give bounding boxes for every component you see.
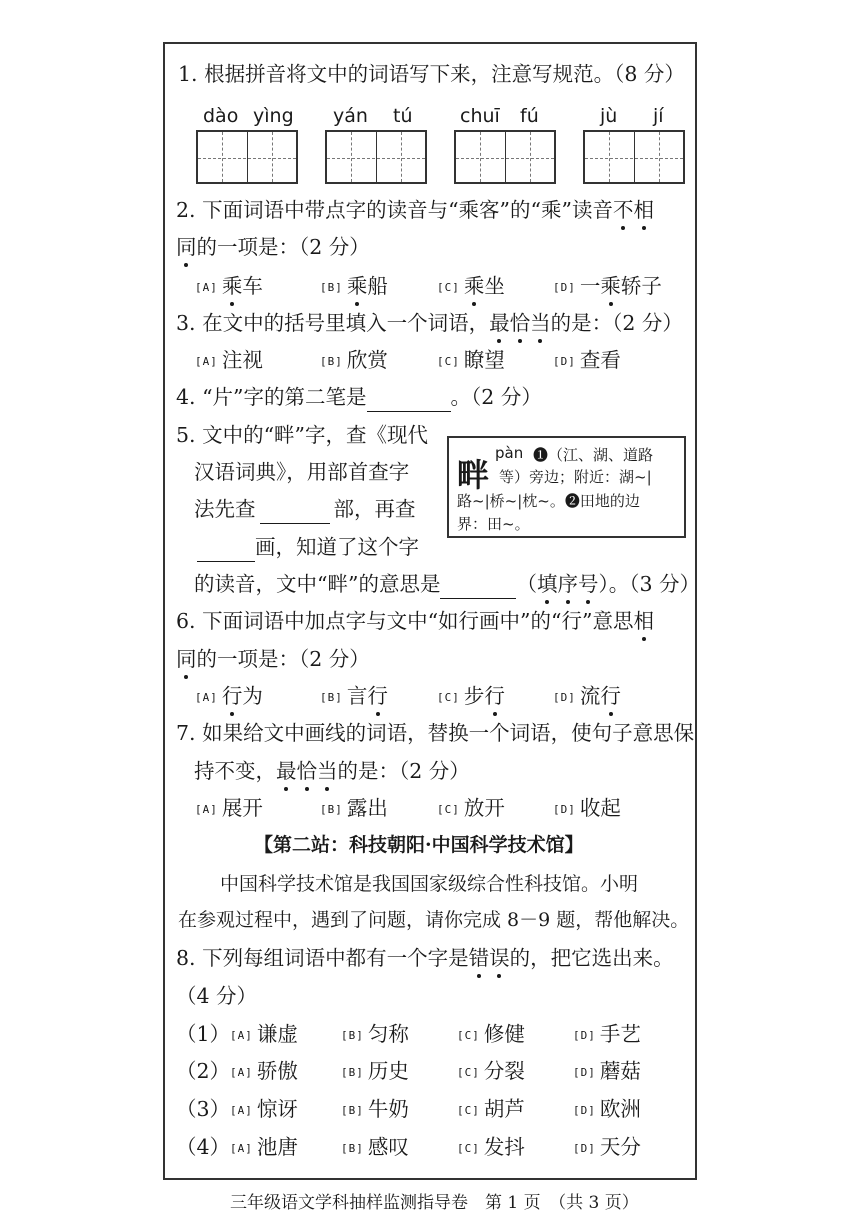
q5-text: 法先查 bbox=[194, 497, 256, 521]
q5-text: （ bbox=[516, 572, 537, 596]
q8-row-2-c[interactable] bbox=[457, 1057, 525, 1087]
option-dot-char: 行 bbox=[600, 684, 621, 708]
option-tag: [C] bbox=[437, 691, 460, 704]
option-dot-char: 行 bbox=[484, 684, 505, 708]
q8-stem-line2: （4 分） bbox=[176, 984, 258, 1008]
q2-option-b[interactable] bbox=[320, 272, 388, 302]
option-text: 展开 bbox=[221, 796, 263, 820]
option-tag: [C] bbox=[437, 803, 460, 816]
q8-row-1-c[interactable] bbox=[457, 1020, 525, 1050]
option-tag: [A] bbox=[195, 691, 218, 704]
q8-option: 胡芦 bbox=[483, 1097, 525, 1121]
q2-option-d[interactable] bbox=[553, 272, 662, 302]
option-text: 言 bbox=[346, 684, 368, 708]
option-tag: [D] bbox=[573, 1142, 596, 1155]
q8-dot-char: 错 bbox=[468, 946, 490, 970]
q1-pinyin-3b: fú bbox=[520, 105, 539, 127]
q7-option-c[interactable] bbox=[437, 794, 505, 824]
option-tag: [A] bbox=[195, 803, 218, 816]
q3-option-a[interactable] bbox=[195, 346, 263, 376]
q6-dot-char: 相 bbox=[633, 609, 654, 633]
q2-option-a[interactable] bbox=[195, 272, 263, 302]
section-intro-line1: 中国科学技术馆是我国国家级综合性科技馆。小明 bbox=[220, 873, 639, 895]
q1-pinyin-3a: chuī bbox=[460, 105, 500, 127]
option-tag: [D] bbox=[573, 1066, 596, 1079]
option-dot-char: 乘 bbox=[600, 274, 621, 298]
q3-dot-char: 最 bbox=[489, 311, 510, 335]
option-text: 查看 bbox=[579, 348, 621, 372]
option-tag: [B] bbox=[341, 1142, 364, 1155]
option-tag: [C] bbox=[437, 281, 460, 294]
q2-option-c[interactable] bbox=[437, 272, 505, 302]
dict-headword: 畔 bbox=[457, 456, 490, 494]
dict-def-line2: 等）旁边；附近：湖~| bbox=[499, 468, 652, 486]
q6-dot-char: 同 bbox=[176, 647, 197, 671]
q8-row-4 bbox=[176, 1133, 298, 1163]
q7-option-a[interactable] bbox=[195, 794, 263, 824]
option-tag: [D] bbox=[553, 281, 576, 294]
option-tag: [B] bbox=[320, 691, 343, 704]
dict-def-line3: 路~|桥~|枕~。❷田地的边 bbox=[457, 492, 640, 510]
option-dot-char: 乘 bbox=[221, 274, 243, 298]
option-text: 船 bbox=[367, 274, 388, 298]
row-number: （3） bbox=[176, 1097, 231, 1121]
q8-row-3-d[interactable] bbox=[573, 1095, 641, 1125]
q8-option: 蘑菇 bbox=[599, 1059, 641, 1083]
page-footer: 三年级语文学科抽样监测指导卷 第 1 页 （共 3 页） bbox=[230, 1193, 639, 1213]
q8-option: 欧洲 bbox=[599, 1097, 641, 1121]
q8-row-1-b[interactable] bbox=[341, 1020, 409, 1050]
q4-stem-text: 。（2 分） bbox=[450, 385, 542, 409]
q5-line2: 汉语词典》，用部首查字 bbox=[194, 460, 410, 484]
q3-option-c[interactable] bbox=[437, 346, 505, 376]
option-dot-char: 乘 bbox=[463, 274, 485, 298]
q8-option[interactable]: 惊讶 bbox=[256, 1097, 298, 1121]
option-text: 瞭望 bbox=[463, 348, 505, 372]
option-text: 为 bbox=[242, 684, 263, 708]
option-text: 步 bbox=[463, 684, 485, 708]
q7-option-d[interactable] bbox=[553, 794, 621, 824]
q8-row-3 bbox=[176, 1095, 298, 1125]
option-tag: [B] bbox=[341, 1104, 364, 1117]
q8-row-4-c[interactable] bbox=[457, 1133, 525, 1163]
option-dot-char: 行 bbox=[367, 684, 388, 708]
q8-option: 发抖 bbox=[483, 1135, 525, 1159]
q2-stem-text: 2. 下面词语中带点字的读音与“乘客”的“乘”读音 bbox=[176, 198, 613, 222]
option-tag: [B] bbox=[341, 1066, 364, 1079]
option-tag: [C] bbox=[457, 1104, 480, 1117]
q1-pinyin-1a: dào bbox=[203, 105, 239, 127]
q1-answer-grid-2[interactable] bbox=[325, 130, 427, 184]
dict-def-line4: 界：田~。 bbox=[457, 515, 530, 533]
option-text: 放开 bbox=[463, 796, 505, 820]
option-tag: [D] bbox=[553, 691, 576, 704]
option-tag: [A] bbox=[195, 355, 218, 368]
q2-stem-line1 bbox=[176, 196, 654, 224]
q8-option[interactable]: 谦虚 bbox=[256, 1022, 298, 1046]
option-text: 坐 bbox=[484, 274, 505, 298]
q7-stem-text: 持不变， bbox=[194, 759, 276, 783]
option-tag: [D] bbox=[573, 1029, 596, 1042]
q1-answer-grid-4[interactable] bbox=[583, 130, 685, 184]
q7-stem-line2 bbox=[194, 757, 470, 785]
q5-strokes-blank[interactable] bbox=[197, 533, 255, 562]
q6-stem-text: 6. 下面词语中加点字与文中“如行画中”的“行”意思 bbox=[176, 609, 634, 633]
q2-stem-text: 的一项是：（2 分） bbox=[196, 235, 370, 259]
q6-option-c[interactable] bbox=[437, 682, 505, 712]
q7-option-b[interactable] bbox=[320, 794, 388, 824]
q8-option: 匀称 bbox=[367, 1022, 409, 1046]
q3-option-b[interactable] bbox=[320, 346, 388, 376]
option-text: 一 bbox=[579, 274, 601, 298]
q5-dot-char: 序 bbox=[557, 572, 578, 596]
q1-pinyin-2a: yán bbox=[333, 105, 368, 127]
q8-row-3-c[interactable] bbox=[457, 1095, 525, 1125]
q8-option: 分裂 bbox=[483, 1059, 525, 1083]
option-tag: [B] bbox=[320, 355, 343, 368]
q1-stem: 1. 根据拼音将文中的词语写下来，注意写规范。（8 分） bbox=[178, 62, 685, 86]
q4-answer-blank[interactable] bbox=[367, 383, 451, 412]
dict-pinyin: pàn bbox=[495, 444, 524, 462]
q5-text: 的读音，文中“畔”的意思是 bbox=[194, 572, 441, 596]
q8-option[interactable]: 池唐 bbox=[256, 1135, 298, 1159]
q8-row-2-b[interactable] bbox=[341, 1057, 409, 1087]
option-text: 收起 bbox=[579, 796, 621, 820]
q8-row-4-b[interactable] bbox=[341, 1133, 409, 1163]
dictionary-entry-box bbox=[447, 436, 686, 538]
q6-option-a[interactable] bbox=[195, 682, 263, 712]
q2-stem-line2 bbox=[176, 233, 370, 261]
q8-option: 牛奶 bbox=[367, 1097, 409, 1121]
option-text: 流 bbox=[579, 684, 601, 708]
section-intro-line2: 在参观过程中，遇到了问题，请你完成 8－9 题，帮他解决。 bbox=[178, 909, 690, 931]
option-tag: [D] bbox=[553, 803, 576, 816]
q3-stem bbox=[176, 309, 683, 337]
dict-def-line1: ❶（江、湖、道路 bbox=[533, 446, 654, 464]
q3-dot-char: 当 bbox=[530, 311, 551, 335]
option-tag: [D] bbox=[573, 1104, 596, 1117]
q8-row-1-d[interactable] bbox=[573, 1020, 641, 1050]
q5-text: ）。（3 分） bbox=[598, 572, 701, 596]
q7-dot-char: 最 bbox=[276, 759, 297, 783]
q5-radical-blank[interactable] bbox=[260, 495, 330, 524]
option-text: 注视 bbox=[221, 348, 263, 372]
q6-option-d[interactable] bbox=[553, 682, 621, 712]
q5-meaning-blank[interactable] bbox=[440, 570, 516, 599]
q1-answer-grid-1[interactable] bbox=[196, 130, 298, 184]
option-tag: [A] bbox=[230, 1142, 253, 1155]
q8-option: 手艺 bbox=[599, 1022, 641, 1046]
q1-pinyin-4b: jí bbox=[653, 105, 664, 127]
q5-line1: 5. 文中的“畔”字，查《现代 bbox=[176, 423, 429, 447]
option-tag: [D] bbox=[553, 355, 576, 368]
q8-option: 历史 bbox=[367, 1059, 409, 1083]
q5-text: 部，再查 bbox=[333, 497, 416, 521]
option-tag: [B] bbox=[341, 1029, 364, 1042]
q3-option-d[interactable] bbox=[553, 346, 621, 376]
q7-dot-char: 恰 bbox=[296, 759, 317, 783]
q8-option: 修健 bbox=[483, 1022, 525, 1046]
q7-stem-text: 的是：（2 分） bbox=[337, 759, 470, 783]
row-number: （4） bbox=[176, 1135, 231, 1159]
option-tag: [C] bbox=[457, 1066, 480, 1079]
q8-dot-char: 误 bbox=[489, 946, 510, 970]
q8-stem-text: 8. 下列每组词语中都有一个字是 bbox=[176, 946, 469, 970]
option-tag: [C] bbox=[457, 1142, 480, 1155]
option-dot-char: 行 bbox=[221, 684, 243, 708]
q8-row-1 bbox=[176, 1020, 298, 1050]
option-tag: [A] bbox=[230, 1066, 253, 1079]
q5-text: 画，知道了这个字 bbox=[255, 535, 419, 559]
q5-dot-char: 填 bbox=[536, 572, 558, 596]
q1-pinyin-2b: tú bbox=[393, 105, 413, 127]
q8-option: 感叹 bbox=[367, 1135, 409, 1159]
q2-dot-char: 相 bbox=[633, 198, 654, 222]
option-text: 欣赏 bbox=[346, 348, 388, 372]
q5-dot-char: 号 bbox=[577, 572, 599, 596]
q4-stem-text: 4. “片”字的第二笔是 bbox=[176, 385, 367, 409]
q8-stem-line1 bbox=[176, 944, 674, 972]
q1-pinyin-1b: yìng bbox=[253, 105, 294, 127]
q8-option: 天分 bbox=[599, 1135, 641, 1159]
option-tag: [C] bbox=[457, 1029, 480, 1042]
q8-option[interactable]: 骄傲 bbox=[256, 1059, 298, 1083]
q3-dot-char: 恰 bbox=[509, 311, 531, 335]
q6-stem-text: 的一项是：（2 分） bbox=[196, 647, 370, 671]
q6-stem-line2 bbox=[176, 645, 370, 673]
option-tag: [B] bbox=[320, 281, 343, 294]
q6-stem-line1 bbox=[176, 607, 654, 635]
row-number: （1） bbox=[176, 1022, 231, 1046]
q4-stem bbox=[176, 383, 542, 412]
q8-row-2 bbox=[176, 1057, 298, 1087]
q5-line4 bbox=[197, 533, 419, 562]
option-tag: [B] bbox=[320, 803, 343, 816]
option-text: 轿子 bbox=[620, 274, 662, 298]
option-dot-char: 乘 bbox=[346, 274, 368, 298]
q5-line3 bbox=[194, 495, 416, 524]
option-text: 车 bbox=[242, 274, 263, 298]
q8-row-3-b[interactable] bbox=[341, 1095, 409, 1125]
q1-pinyin-4a: jù bbox=[600, 105, 618, 127]
q2-dot-char: 不 bbox=[613, 198, 634, 222]
q3-stem-text: 3. 在文中的括号里填入一个词语， bbox=[176, 311, 490, 335]
option-text: 露出 bbox=[346, 796, 388, 820]
section-heading: 【第二站：科技朝阳·中国科学技术馆】 bbox=[254, 834, 584, 856]
q8-stem-text: 的，把它选出来。 bbox=[509, 946, 674, 970]
q7-stem-line1: 7. 如果给文中画线的词语，替换一个词语，使句子意思保 bbox=[176, 721, 695, 745]
q3-stem-text: 的是：（2 分） bbox=[550, 311, 683, 335]
q7-dot-char: 当 bbox=[317, 759, 338, 783]
q5-line5 bbox=[194, 570, 700, 599]
option-tag: [A] bbox=[195, 281, 218, 294]
option-tag: [A] bbox=[230, 1104, 253, 1117]
option-tag: [A] bbox=[230, 1029, 253, 1042]
q8-row-4-d[interactable] bbox=[573, 1133, 641, 1163]
option-tag: [C] bbox=[437, 355, 460, 368]
q1-answer-grid-3[interactable] bbox=[454, 130, 556, 184]
q6-option-b[interactable] bbox=[320, 682, 388, 712]
row-number: （2） bbox=[176, 1059, 231, 1083]
q8-row-2-d[interactable] bbox=[573, 1057, 641, 1087]
q2-dot-char: 同 bbox=[176, 235, 197, 259]
